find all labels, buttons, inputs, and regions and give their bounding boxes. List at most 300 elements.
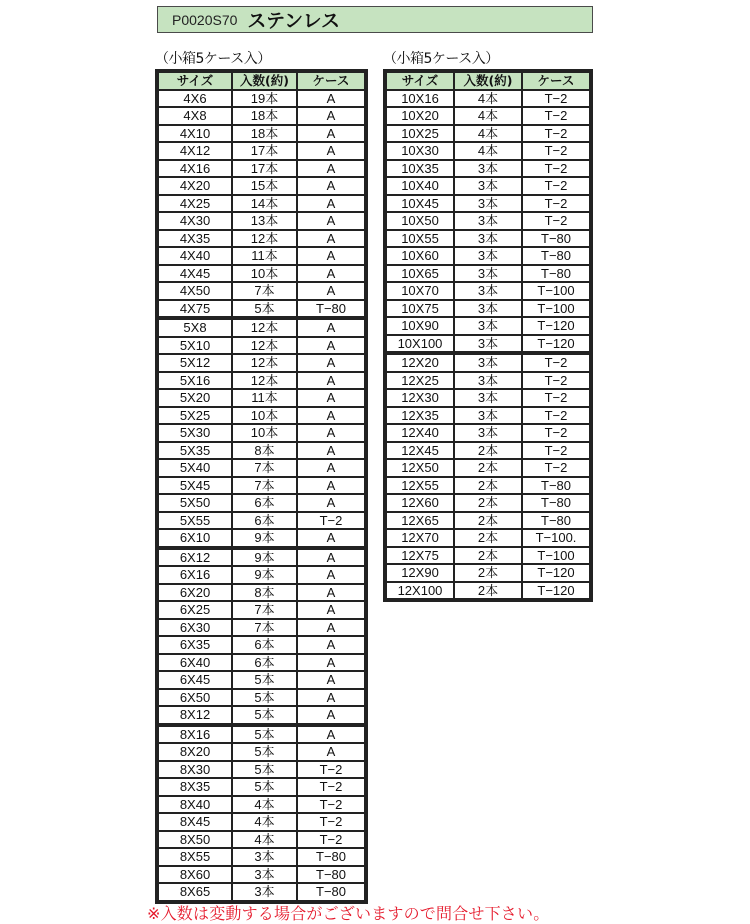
size-cell: 10X70 — [386, 282, 454, 300]
quantity-cell: 2本 — [454, 477, 522, 495]
product-code: P0020S70 — [172, 11, 238, 28]
table-row — [386, 389, 590, 407]
case-cell: A — [297, 724, 365, 744]
size-cell: 6X40 — [158, 654, 232, 672]
table-row — [158, 424, 365, 442]
size-cell: 8X30 — [158, 761, 232, 779]
quantity-cell: 3本 — [454, 335, 522, 353]
quantity-cell: 3本 — [454, 177, 522, 195]
size-cell: 4X20 — [158, 177, 232, 195]
size-cell: 10X75 — [386, 300, 454, 318]
table-row — [158, 619, 365, 637]
quantity-cell: 3本 — [454, 282, 522, 300]
quantity-cell: 18本 — [232, 125, 297, 143]
quantity-cell: 4本 — [232, 813, 297, 831]
table-row — [386, 407, 590, 425]
quantity-cell: 11本 — [232, 389, 297, 407]
table-row — [386, 317, 590, 335]
quantity-cell: 18本 — [232, 107, 297, 125]
table-row — [386, 512, 590, 530]
case-cell: A — [297, 459, 365, 477]
table-row — [386, 230, 590, 248]
case-cell: T−2 — [522, 407, 590, 425]
table-row — [386, 442, 590, 460]
case-cell: A — [297, 547, 365, 567]
case-cell: A — [297, 389, 365, 407]
case-cell: T−2 — [522, 107, 590, 125]
size-cell: 6X35 — [158, 636, 232, 654]
table-row — [158, 671, 365, 689]
table-row — [158, 848, 365, 866]
table-row — [386, 547, 590, 565]
quantity-cell: 5本 — [232, 300, 297, 318]
table-row — [158, 125, 365, 143]
case-cell: T−80 — [297, 848, 365, 866]
quantity-cell: 11本 — [232, 247, 297, 265]
case-cell: A — [297, 636, 365, 654]
case-cell: T−100. — [522, 529, 590, 547]
size-cell: 8X35 — [158, 778, 232, 796]
table-row — [158, 300, 365, 318]
quantity-cell: 8本 — [232, 584, 297, 602]
quantity-cell: 12本 — [232, 230, 297, 248]
case-cell: T−100 — [522, 300, 590, 318]
table-row — [158, 212, 365, 230]
quantity-cell: 3本 — [454, 352, 522, 372]
column-header-size: サイズ — [158, 72, 232, 90]
table-row — [158, 459, 365, 477]
table-row — [158, 813, 365, 831]
size-cell: 4X35 — [158, 230, 232, 248]
table-row — [158, 354, 365, 372]
quantity-cell: 5本 — [232, 778, 297, 796]
size-cell: 4X16 — [158, 160, 232, 178]
quantity-cell: 17本 — [232, 160, 297, 178]
table-row — [158, 372, 365, 390]
quantity-cell: 2本 — [454, 512, 522, 530]
size-cell: 12X75 — [386, 547, 454, 565]
quantity-cell: 2本 — [454, 547, 522, 565]
case-cell: A — [297, 689, 365, 707]
quantity-cell: 4本 — [232, 831, 297, 849]
size-cell: 12X50 — [386, 459, 454, 477]
table-header-row — [386, 72, 590, 90]
size-cell: 5X16 — [158, 372, 232, 390]
table-row — [386, 335, 590, 353]
table-row — [158, 601, 365, 619]
table-header-row — [158, 72, 365, 90]
case-cell: A — [297, 142, 365, 160]
table-row — [158, 883, 365, 901]
case-cell: T−2 — [522, 212, 590, 230]
table-row — [386, 300, 590, 318]
product-title-bar — [157, 6, 593, 33]
size-cell: 4X30 — [158, 212, 232, 230]
quantity-cell: 3本 — [232, 866, 297, 884]
size-cell: 10X100 — [386, 335, 454, 353]
size-cell: 4X45 — [158, 265, 232, 283]
size-cell: 6X45 — [158, 671, 232, 689]
table-row — [386, 477, 590, 495]
case-cell: T−120 — [522, 335, 590, 353]
size-cell: 4X10 — [158, 125, 232, 143]
case-cell: A — [297, 654, 365, 672]
table-row — [158, 778, 365, 796]
case-cell: T−2 — [522, 442, 590, 460]
table-row — [158, 160, 365, 178]
table-row — [386, 265, 590, 283]
table-row — [158, 689, 365, 707]
column-header-quantity: 入数(約) — [232, 72, 297, 90]
case-cell: T−2 — [297, 512, 365, 530]
table-row — [158, 743, 365, 761]
table-row — [386, 212, 590, 230]
quantity-cell: 3本 — [454, 265, 522, 283]
spec-block-right — [383, 50, 593, 602]
case-cell: T−2 — [522, 389, 590, 407]
case-cell: T−80 — [522, 230, 590, 248]
size-cell: 8X20 — [158, 743, 232, 761]
case-cell: T−2 — [522, 459, 590, 477]
table-row — [386, 282, 590, 300]
case-cell: A — [297, 424, 365, 442]
size-cell: 6X30 — [158, 619, 232, 637]
size-cell: 4X6 — [158, 90, 232, 108]
table-row — [386, 195, 590, 213]
quantity-cell: 2本 — [454, 459, 522, 477]
size-cell: 12X20 — [386, 352, 454, 372]
table-row — [158, 230, 365, 248]
table-row — [158, 337, 365, 355]
size-cell: 5X50 — [158, 494, 232, 512]
case-cell: A — [297, 160, 365, 178]
case-cell: A — [297, 601, 365, 619]
table-row — [158, 654, 365, 672]
size-cell: 4X25 — [158, 195, 232, 213]
case-cell: T−2 — [522, 195, 590, 213]
case-cell: T−2 — [522, 125, 590, 143]
table-row — [386, 424, 590, 442]
table-row — [386, 459, 590, 477]
footer-note: ※入数は変動する場合がございますので問合せ下さい。 — [147, 904, 550, 923]
table-row — [158, 389, 365, 407]
case-cell: A — [297, 442, 365, 460]
case-cell: A — [297, 566, 365, 584]
spec-table-right — [383, 69, 593, 602]
quantity-cell: 3本 — [454, 247, 522, 265]
quantity-cell: 7本 — [232, 619, 297, 637]
size-cell: 5X55 — [158, 512, 232, 530]
case-cell: T−80 — [522, 477, 590, 495]
size-cell: 5X20 — [158, 389, 232, 407]
case-cell: T−2 — [522, 177, 590, 195]
table-row — [158, 636, 365, 654]
size-cell: 6X50 — [158, 689, 232, 707]
size-cell: 8X45 — [158, 813, 232, 831]
case-cell: A — [297, 619, 365, 637]
case-cell: A — [297, 90, 365, 108]
quantity-cell: 3本 — [232, 883, 297, 901]
case-cell: T−120 — [522, 317, 590, 335]
table-row — [158, 177, 365, 195]
quantity-cell: 3本 — [454, 389, 522, 407]
quantity-cell: 3本 — [454, 195, 522, 213]
table-row — [158, 247, 365, 265]
case-cell: A — [297, 743, 365, 761]
quantity-cell: 3本 — [454, 300, 522, 318]
quantity-cell: 4本 — [454, 125, 522, 143]
quantity-cell: 5本 — [232, 724, 297, 744]
case-cell: A — [297, 372, 365, 390]
quantity-cell: 6本 — [232, 512, 297, 530]
size-cell: 8X60 — [158, 866, 232, 884]
quantity-cell: 10本 — [232, 265, 297, 283]
size-cell: 10X55 — [386, 230, 454, 248]
case-cell: A — [297, 177, 365, 195]
quantity-cell: 12本 — [232, 337, 297, 355]
size-cell: 4X8 — [158, 107, 232, 125]
table-row — [158, 761, 365, 779]
case-cell: A — [297, 407, 365, 425]
case-cell: T−80 — [522, 494, 590, 512]
case-cell: T−120 — [522, 564, 590, 582]
quantity-cell: 3本 — [454, 160, 522, 178]
quantity-cell: 15本 — [232, 177, 297, 195]
table-row — [158, 866, 365, 884]
quantity-cell: 7本 — [232, 282, 297, 300]
size-cell: 10X35 — [386, 160, 454, 178]
size-cell: 4X40 — [158, 247, 232, 265]
size-cell: 10X25 — [386, 125, 454, 143]
table-row — [158, 796, 365, 814]
case-cell: T−2 — [522, 142, 590, 160]
case-cell: T−2 — [297, 831, 365, 849]
quantity-cell: 6本 — [232, 636, 297, 654]
size-cell: 8X65 — [158, 883, 232, 901]
table-row — [386, 529, 590, 547]
quantity-cell: 3本 — [232, 848, 297, 866]
size-cell: 12X70 — [386, 529, 454, 547]
size-cell: 10X30 — [386, 142, 454, 160]
table-row — [386, 352, 590, 372]
size-cell: 10X40 — [386, 177, 454, 195]
quantity-cell: 3本 — [454, 317, 522, 335]
case-cell: A — [297, 354, 365, 372]
case-cell: T−100 — [522, 282, 590, 300]
case-cell: T−80 — [297, 883, 365, 901]
case-cell: A — [297, 671, 365, 689]
case-cell: A — [297, 265, 365, 283]
size-cell: 8X16 — [158, 724, 232, 744]
quantity-cell: 19本 — [232, 90, 297, 108]
size-cell: 5X35 — [158, 442, 232, 460]
size-cell: 6X10 — [158, 529, 232, 547]
quantity-cell: 10本 — [232, 424, 297, 442]
quantity-cell: 12本 — [232, 317, 297, 337]
size-cell: 5X40 — [158, 459, 232, 477]
table-row — [158, 265, 365, 283]
quantity-cell: 4本 — [454, 90, 522, 108]
size-cell: 10X16 — [386, 90, 454, 108]
size-cell: 10X20 — [386, 107, 454, 125]
size-cell: 10X60 — [386, 247, 454, 265]
case-cell: T−2 — [297, 796, 365, 814]
case-cell: T−2 — [522, 90, 590, 108]
size-cell: 4X12 — [158, 142, 232, 160]
size-cell: 12X90 — [386, 564, 454, 582]
quantity-cell: 17本 — [232, 142, 297, 160]
case-cell: T−80 — [297, 866, 365, 884]
quantity-cell: 2本 — [454, 494, 522, 512]
size-cell: 4X75 — [158, 300, 232, 318]
spec-block-left — [155, 50, 368, 904]
case-cell: T−2 — [297, 813, 365, 831]
size-cell: 8X12 — [158, 706, 232, 724]
size-cell: 10X45 — [386, 195, 454, 213]
quantity-cell: 3本 — [454, 372, 522, 390]
case-cell: T−80 — [297, 300, 365, 318]
quantity-cell: 7本 — [232, 601, 297, 619]
table-caption: （小箱5ケース入） — [383, 51, 499, 67]
case-cell: T−2 — [522, 160, 590, 178]
size-cell: 12X45 — [386, 442, 454, 460]
quantity-cell: 2本 — [454, 582, 522, 600]
quantity-cell: 2本 — [454, 529, 522, 547]
size-cell: 5X25 — [158, 407, 232, 425]
case-cell: T−100 — [522, 547, 590, 565]
case-cell: T−2 — [297, 761, 365, 779]
quantity-cell: 3本 — [454, 407, 522, 425]
case-cell: A — [297, 195, 365, 213]
table-row — [386, 582, 590, 600]
table-row — [158, 706, 365, 724]
quantity-cell: 3本 — [454, 212, 522, 230]
quantity-cell: 2本 — [454, 442, 522, 460]
case-cell: A — [297, 529, 365, 547]
table-row — [158, 317, 365, 337]
table-row — [158, 195, 365, 213]
quantity-cell: 5本 — [232, 706, 297, 724]
table-caption: （小箱5ケース入） — [155, 51, 271, 67]
size-cell: 10X50 — [386, 212, 454, 230]
size-cell: 5X10 — [158, 337, 232, 355]
quantity-cell: 6本 — [232, 654, 297, 672]
quantity-cell: 13本 — [232, 212, 297, 230]
table-row — [158, 584, 365, 602]
size-cell: 12X100 — [386, 582, 454, 600]
size-cell: 6X12 — [158, 547, 232, 567]
case-cell: A — [297, 282, 365, 300]
table-row — [158, 724, 365, 744]
quantity-cell: 4本 — [454, 107, 522, 125]
table-row — [158, 442, 365, 460]
quantity-cell: 5本 — [232, 761, 297, 779]
case-cell: A — [297, 337, 365, 355]
column-header-size: サイズ — [386, 72, 454, 90]
size-cell: 12X40 — [386, 424, 454, 442]
table-row — [158, 529, 365, 547]
size-cell: 6X25 — [158, 601, 232, 619]
quantity-cell: 10本 — [232, 407, 297, 425]
size-cell: 10X90 — [386, 317, 454, 335]
quantity-cell: 5本 — [232, 743, 297, 761]
quantity-cell: 9本 — [232, 547, 297, 567]
table-row — [158, 407, 365, 425]
table-row — [386, 125, 590, 143]
quantity-cell: 9本 — [232, 529, 297, 547]
case-cell: T−80 — [522, 512, 590, 530]
table-row — [158, 512, 365, 530]
size-cell: 8X40 — [158, 796, 232, 814]
size-cell: 5X8 — [158, 317, 232, 337]
case-cell: A — [297, 212, 365, 230]
case-cell: A — [297, 230, 365, 248]
case-cell: A — [297, 107, 365, 125]
product-name: ステンレス — [247, 10, 341, 32]
size-cell: 5X45 — [158, 477, 232, 495]
case-cell: T−80 — [522, 265, 590, 283]
table-row — [386, 177, 590, 195]
table-row — [386, 372, 590, 390]
table-row — [158, 831, 365, 849]
quantity-cell: 3本 — [454, 424, 522, 442]
quantity-cell: 5本 — [232, 689, 297, 707]
table-row — [386, 494, 590, 512]
case-cell: A — [297, 584, 365, 602]
quantity-cell: 3本 — [454, 230, 522, 248]
column-header-quantity: 入数(約) — [454, 72, 522, 90]
case-cell: A — [297, 477, 365, 495]
case-cell: A — [297, 494, 365, 512]
size-cell: 6X20 — [158, 584, 232, 602]
size-cell: 12X25 — [386, 372, 454, 390]
quantity-cell: 4本 — [454, 142, 522, 160]
spec-table-left — [155, 69, 368, 904]
case-cell: T−120 — [522, 582, 590, 600]
quantity-cell: 8本 — [232, 442, 297, 460]
size-cell: 5X12 — [158, 354, 232, 372]
quantity-cell: 14本 — [232, 195, 297, 213]
size-cell: 12X30 — [386, 389, 454, 407]
table-row — [386, 160, 590, 178]
case-cell: T−2 — [297, 778, 365, 796]
table-row — [386, 107, 590, 125]
quantity-cell: 7本 — [232, 459, 297, 477]
size-cell: 12X35 — [386, 407, 454, 425]
size-cell: 10X65 — [386, 265, 454, 283]
table-row — [158, 547, 365, 567]
table-row — [386, 564, 590, 582]
size-cell: 8X55 — [158, 848, 232, 866]
case-cell: T−2 — [522, 352, 590, 372]
size-cell: 5X30 — [158, 424, 232, 442]
table-row — [158, 566, 365, 584]
case-cell: T−80 — [522, 247, 590, 265]
case-cell: T−2 — [522, 424, 590, 442]
quantity-cell: 2本 — [454, 564, 522, 582]
size-cell: 12X65 — [386, 512, 454, 530]
quantity-cell: 7本 — [232, 477, 297, 495]
table-row — [158, 142, 365, 160]
table-row — [158, 477, 365, 495]
table-row — [386, 247, 590, 265]
column-header-case: ケース — [522, 72, 590, 90]
table-row — [158, 494, 365, 512]
case-cell: A — [297, 247, 365, 265]
quantity-cell: 12本 — [232, 372, 297, 390]
table-row — [386, 142, 590, 160]
case-cell: A — [297, 125, 365, 143]
